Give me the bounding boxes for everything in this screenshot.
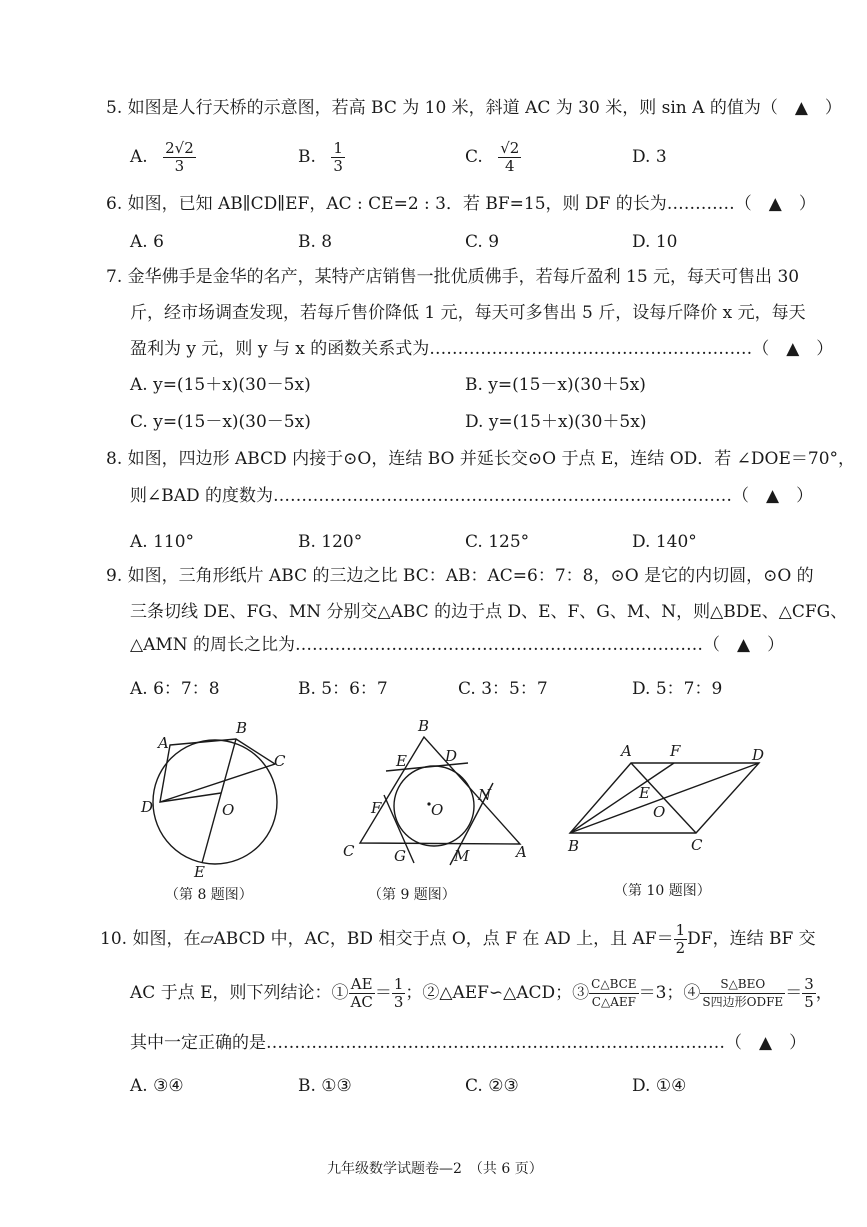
fig9-label-f: F — [371, 799, 382, 817]
fig10-label-e: E — [639, 784, 650, 802]
q7-option-c: C. y=(15－x)(30－5x) — [130, 412, 311, 432]
q10-c1-value — [392, 976, 406, 1011]
fig10-diagonal-bd — [570, 763, 759, 833]
q10-line-2-part-a: AC 于点 E，则下列结论：① — [130, 983, 349, 1003]
q8-option-c: C. 125° — [465, 532, 530, 552]
q10-line-2 — [130, 976, 833, 1011]
fig10-label-f: F — [670, 742, 681, 760]
fig10-label-o: O — [653, 803, 666, 821]
fig10-label-a: A — [621, 742, 632, 760]
q9-line-2: 三条切线 DE、FG、MN 分别交△ABC 的边于点 D、E、F、G、M、N，则△BDE、△CFG、 — [130, 602, 848, 622]
q7-line-1: 7. 金华佛手是金华的名产，某特产店销售一批优质佛手，若每斤盈利 15 元，每天可售出 30 — [106, 267, 800, 287]
fig8-label-c: C — [274, 752, 286, 770]
q10-c4-value — [802, 976, 816, 1011]
fig9-label-o: O — [431, 801, 444, 819]
q5-option-c-fraction — [498, 140, 521, 175]
q5-option-c — [465, 140, 521, 175]
q10-af-fraction — [674, 922, 688, 957]
q10-c3-eq: ＝3；④ — [638, 983, 701, 1003]
figure-10 — [560, 735, 775, 860]
fig8-label-e: E — [194, 863, 205, 880]
q10-c4-eq: ＝ — [785, 983, 803, 1003]
q10-c4-den: S四边形ODFE — [702, 995, 784, 1009]
fig9-label-c: C — [343, 842, 355, 860]
q10-option-c: C. ②③ — [465, 1076, 519, 1096]
q7-option-a: A. y=(15＋x)(30－5x) — [130, 375, 311, 395]
fig9-label-d: D — [445, 747, 458, 765]
q10-c4-fraction — [700, 976, 785, 1011]
q8-option-d: D. 140° — [632, 532, 697, 552]
q10-c1-value-num: 1 — [393, 975, 404, 993]
q5-option-b — [298, 140, 345, 175]
q10-option-a: A. ③④ — [130, 1076, 184, 1096]
q10-c4-value-num: 3 — [804, 975, 814, 993]
q10-line-1 — [100, 922, 816, 957]
fig10-caption: （第 10 题图） — [614, 883, 711, 899]
q5-option-b-num: 1 — [333, 139, 343, 157]
q10-line-2-end: ， — [815, 983, 833, 1003]
q9-option-c: C. 3：5：7 — [458, 679, 548, 699]
q9-option-a: A. 6：7：8 — [130, 679, 220, 699]
q6-option-a: A. 6 — [130, 232, 164, 252]
fig8-label-d: D — [141, 798, 154, 816]
fig8-label-b: B — [236, 719, 248, 737]
q5-option-b-label: B. — [298, 147, 316, 167]
fig8-circle — [153, 740, 277, 864]
fig8-quadrilateral — [160, 739, 275, 802]
q10-c1-eq: ＝ — [374, 983, 392, 1003]
q5-option-a-fraction — [163, 140, 196, 175]
q6-option-b: B. 8 — [298, 232, 333, 252]
q10-c4-num: S△BEO — [700, 976, 785, 994]
fig9-label-e: E — [396, 752, 407, 770]
q9-line-3: △AMN 的周长之比为………………………………………………………………（ ▲ ） — [130, 635, 785, 655]
fig9-label-m: M — [454, 847, 470, 865]
q5-option-a-den: 3 — [174, 157, 185, 175]
q10-af-den: 2 — [675, 939, 686, 957]
q10-line-1-part-b: DF，连结 BF 交 — [687, 929, 816, 949]
page-footer: 九年级数学试题卷—2 （共 6 页） — [327, 1161, 543, 1177]
q8-line-1: 8. 如图，四边形 ABCD 内接于⊙O，连结 BO 并延长交⊙O 于点 E，连结 OD．若 ∠DOE＝70°， — [106, 449, 856, 469]
figure-8 — [128, 715, 298, 880]
q7-option-b: B. y=(15－x)(30＋5x) — [465, 375, 646, 395]
fig10-label-d: D — [752, 746, 765, 764]
q9-option-b: B. 5：6：7 — [298, 679, 388, 699]
q7-option-d: D. y=(15＋x)(30＋5x) — [465, 412, 647, 432]
q6-stem: 6. 如图，已知 AB∥CD∥EF，AC : CE=2 : 3．若 BF=15，则 DF 的长为…………（ ▲ ） — [106, 194, 816, 214]
fig8-line-od — [160, 793, 221, 802]
q5-option-a — [130, 140, 196, 175]
q5-stem: 5. 如图是人行天桥的示意图，若高 BC 为 10 米，斜道 AC 为 30 米，则 sin A 的值为（ ▲ ） — [106, 98, 842, 118]
fig8-label-a: A — [158, 734, 169, 752]
q7-line-2: 斤，经市场调查发现，若每斤售价降低 1 元，每天可多售出 5 斤，设每斤降价 x 元，每天 — [130, 303, 806, 323]
q9-line-1: 9. 如图，三角形纸片 ABC 的三边之比 BC：AB：AC=6：7：8，⊙O 是它的内切圆，⊙O 的 — [106, 566, 814, 586]
fig8-label-o: O — [222, 801, 235, 819]
q10-c4-value-den: 5 — [804, 993, 814, 1011]
q5-option-d: D. 3 — [632, 147, 667, 167]
q5-option-c-den: 4 — [505, 157, 515, 175]
fig9-label-a: A — [516, 843, 527, 861]
q6-option-c: C. 9 — [465, 232, 500, 252]
figure-9 — [338, 715, 538, 875]
fig10-label-b: B — [568, 837, 580, 855]
q10-c1-den: AC — [350, 993, 373, 1011]
q8-line-2: 则∠BAD 的度数为………………………………………………………………………（ ▲ ） — [130, 486, 814, 506]
q6-option-d: D. 10 — [632, 232, 678, 252]
q10-option-b: B. ①③ — [298, 1076, 352, 1096]
q5-option-c-num: √2 — [500, 139, 520, 157]
q8-option-b: B. 120° — [298, 532, 363, 552]
fig9-label-n: N — [478, 786, 492, 804]
fig9-label-b: B — [418, 717, 430, 735]
q5-option-b-fraction — [331, 140, 345, 175]
q9-option-d: D. 5：7：9 — [632, 679, 723, 699]
q5-option-b-den: 3 — [333, 157, 343, 175]
q5-option-a-label: A. — [130, 147, 148, 167]
fig9-triangle — [360, 737, 520, 844]
q7-line-3: 盈利为 y 元，则 y 与 x 的函数关系式为…………………………………………………（ ▲ ） — [130, 339, 834, 359]
q10-line-2-part-b: ；②△AEF∽△ACD；③ — [405, 983, 590, 1003]
q8-option-a: A. 110° — [130, 532, 195, 552]
q10-c3-den: C△AEF — [591, 995, 636, 1009]
fig10-label-c: C — [691, 836, 703, 854]
q10-c1-num: AE — [349, 976, 375, 994]
q5-option-c-label: C. — [465, 147, 483, 167]
q10-c3-fraction — [589, 976, 638, 1011]
q10-option-d: D. ①④ — [632, 1076, 687, 1096]
q10-c3-num: C△BCE — [589, 976, 638, 994]
fig8-caption: （第 8 题图） — [165, 887, 253, 903]
q10-line-3: 其中一定正确的是………………………………………………………………………（ ▲ ） — [130, 1033, 807, 1053]
q5-option-a-num: 2√2 — [165, 139, 194, 157]
q10-c1-fraction — [349, 976, 375, 1011]
fig9-caption: （第 9 题图） — [368, 887, 456, 903]
fig9-label-g: G — [394, 847, 406, 865]
q10-af-num: 1 — [675, 921, 686, 939]
q10-c1-value-den: 3 — [393, 993, 404, 1011]
q10-line-1-part-a: 10. 如图，在▱ABCD 中，AC，BD 相交于点 O，点 F 在 AD 上，且 AF＝ — [100, 929, 674, 949]
